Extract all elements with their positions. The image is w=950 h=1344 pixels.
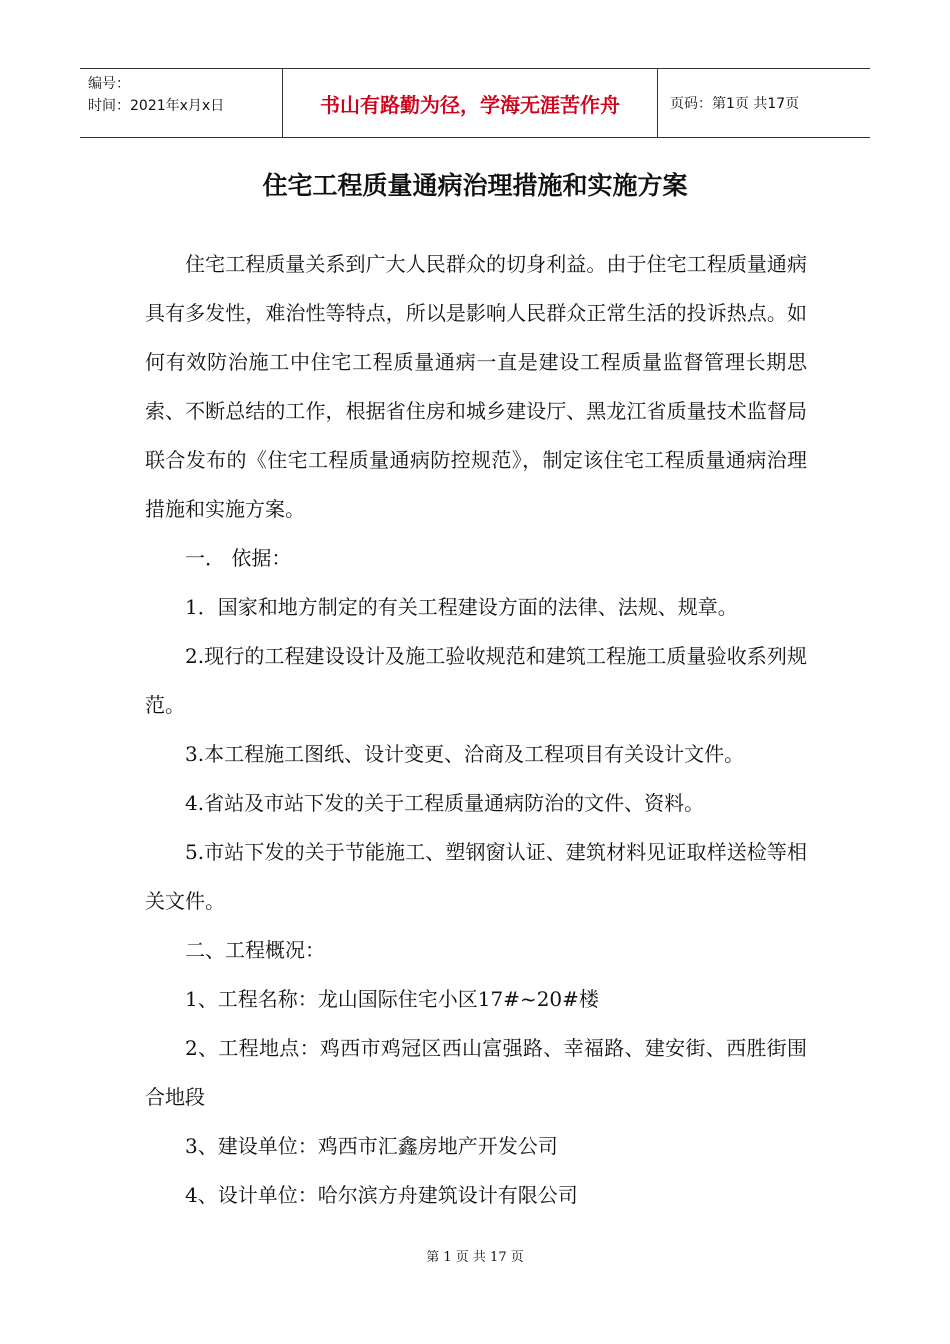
overview-item-3: 3、建设单位：鸡西市汇鑫房地产开发公司 <box>185 1134 558 1158</box>
date-label: 时间：2021年x月x日 <box>88 98 225 114</box>
header-table <box>80 68 870 138</box>
basis-item-4: 4.省站及市站下发的关于工程质量通病防治的文件、资料。 <box>185 791 705 815</box>
overview-item-2: 2、工程地点：鸡西市鸡冠区西山富强路、幸福路、建安街、西胜街围合地段 <box>145 1036 807 1109</box>
basis-item-2: 2.现行的工程建设设计及施工验收规范和建筑工程施工质量验收系列规范。 <box>145 644 807 717</box>
section-heading-overview: 二、工程概况： <box>185 938 325 962</box>
page-info: 页码：第1页 共17页 <box>670 96 800 112</box>
basis-item-3: 3.本工程施工图纸、设计变更、洽商及工程项目有关设计文件。 <box>185 742 745 766</box>
section-heading-basis: 一． 依据： <box>185 546 292 570</box>
header-meta-cell <box>80 69 282 137</box>
page-footer: 第 1 页 共 17 页 <box>426 1250 524 1265</box>
motto: 书山有路勤为径，学海无涯苦作舟 <box>282 69 658 137</box>
basis-item-5: 5.市站下发的关于节能施工、塑钢窗认证、建筑材料见证取样送检等相关文件。 <box>145 840 807 913</box>
overview-item-4: 4、设计单位：哈尔滨方舟建筑设计有限公司 <box>185 1183 578 1207</box>
document-title: 住宅工程质量通病治理措施和实施方案 <box>262 171 688 200</box>
basis-item-1: 1．国家和地方制定的有关工程建设方面的法律、法规、规章。 <box>185 595 738 619</box>
overview-item-1: 1、工程名称：龙山国际住宅小区17#~20#楼 <box>185 987 599 1011</box>
document-body <box>145 240 807 1220</box>
number-label: 编号： <box>88 76 130 92</box>
intro-paragraph: 住宅工程质量关系到广大人民群众的切身利益。由于住宅工程质量通病具有多发性，难治性等特点，所以是影响人民群众正常生活的投诉热点。如何有效防治施工中住宅工程质量通病一直是建设工程质量监督管理长期思索、不断总结的工作，根据省住房和城乡建设厅、黑龙江省质量技术监督局联合发布的《住宅工程质量通病防控规范》，制定该住宅工程质量通病治理措施和实施方案。 <box>145 252 807 521</box>
